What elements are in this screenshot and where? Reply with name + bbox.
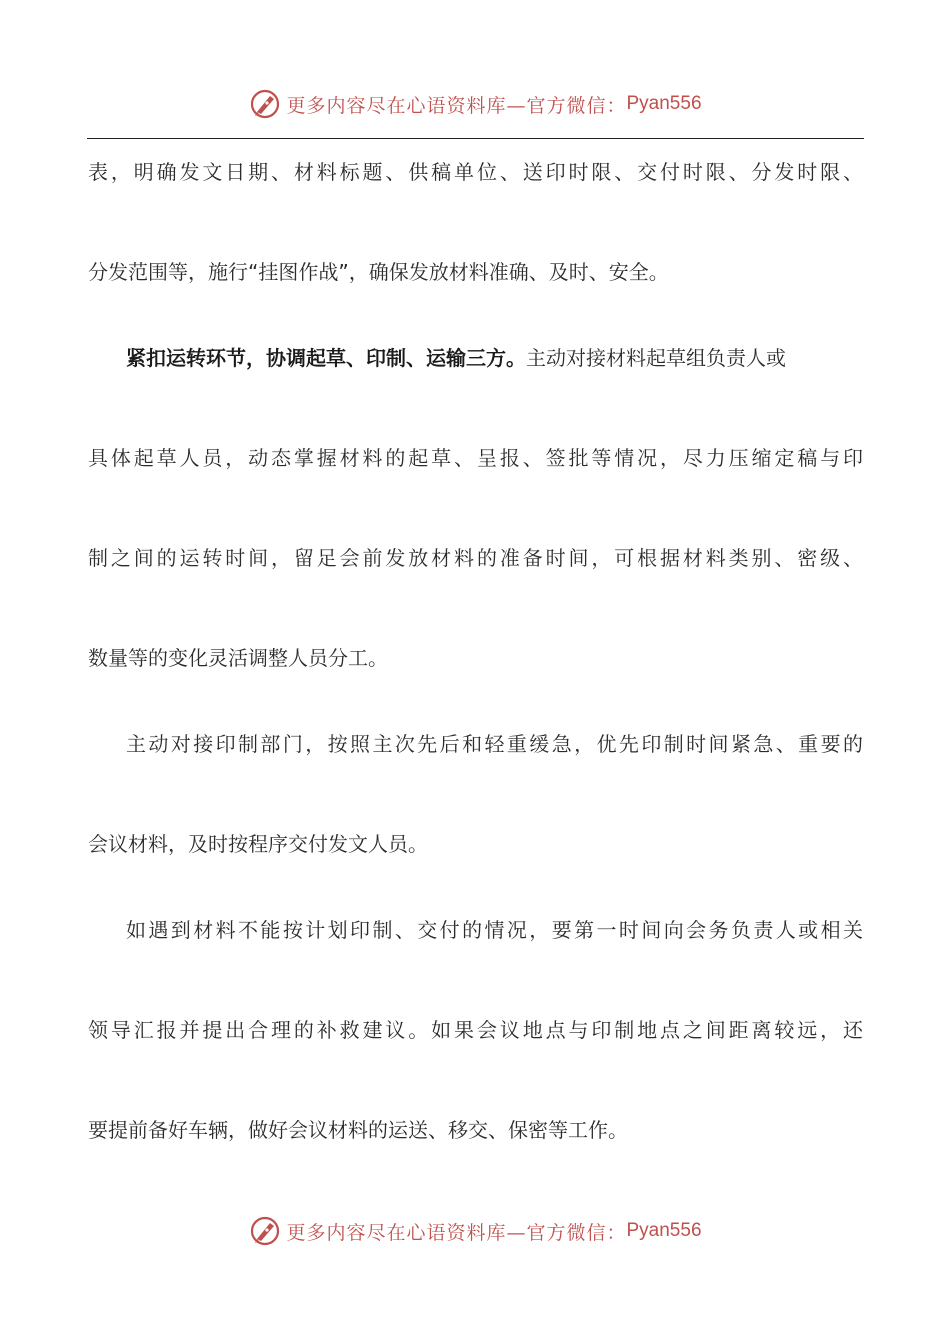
header-banner [0, 84, 950, 124]
footer-banner [0, 1211, 950, 1251]
text-line: 要提前备好车辆，做好会议材料的运送、移交、保密等工作。 [88, 1118, 628, 1142]
text-line: 制之间的运转时间，留足会前发放材料的准备时间，可根据材料类别、密级、 [88, 546, 863, 570]
text-line: 主动对接印制部门，按照主次先后和轻重缓急，优先印制时间紧急、重要的 [126, 732, 863, 756]
text-line: 具体起草人员，动态掌握材料的起草、呈报、签批等情况，尽力压缩定稿与印 [88, 446, 863, 470]
banner-wechat-id: Pyan556 [626, 93, 702, 114]
pen-nib-logo-icon [248, 87, 282, 121]
banner-wechat-id: Pyan556 [626, 1220, 702, 1241]
text-line: 会议材料，及时按程序交付发文人员。 [88, 832, 428, 856]
header-rule [87, 138, 864, 139]
text-line: 分发范围等，施行“挂图作战”，确保发放材料准确、及时、安全。 [88, 260, 669, 284]
text-line: 数量等的变化灵活调整人员分工。 [88, 646, 388, 670]
text-line: 如遇到材料不能按计划印制、交付的情况，要第一时间向会务负责人或相关 [126, 918, 863, 942]
text-line: 领导汇报并提出合理的补救建议。如果会议地点与印制地点之间距离较远，还 [88, 1018, 863, 1042]
paragraph-heading-line [126, 344, 863, 372]
text-span: 主动对接材料起草组负责人或 [526, 346, 786, 370]
paragraph-heading: 紧扣运转环节，协调起草、印制、运输三方。 [126, 346, 526, 370]
banner-text: 更多内容尽在心语资料库—官方微信： [286, 1221, 627, 1244]
banner-text: 更多内容尽在心语资料库—官方微信： [286, 94, 627, 117]
pen-nib-logo-icon [248, 1214, 282, 1248]
text-line: 表，明确发文日期、材料标题、供稿单位、送印时限、交付时限、分发时限、 [88, 160, 863, 184]
